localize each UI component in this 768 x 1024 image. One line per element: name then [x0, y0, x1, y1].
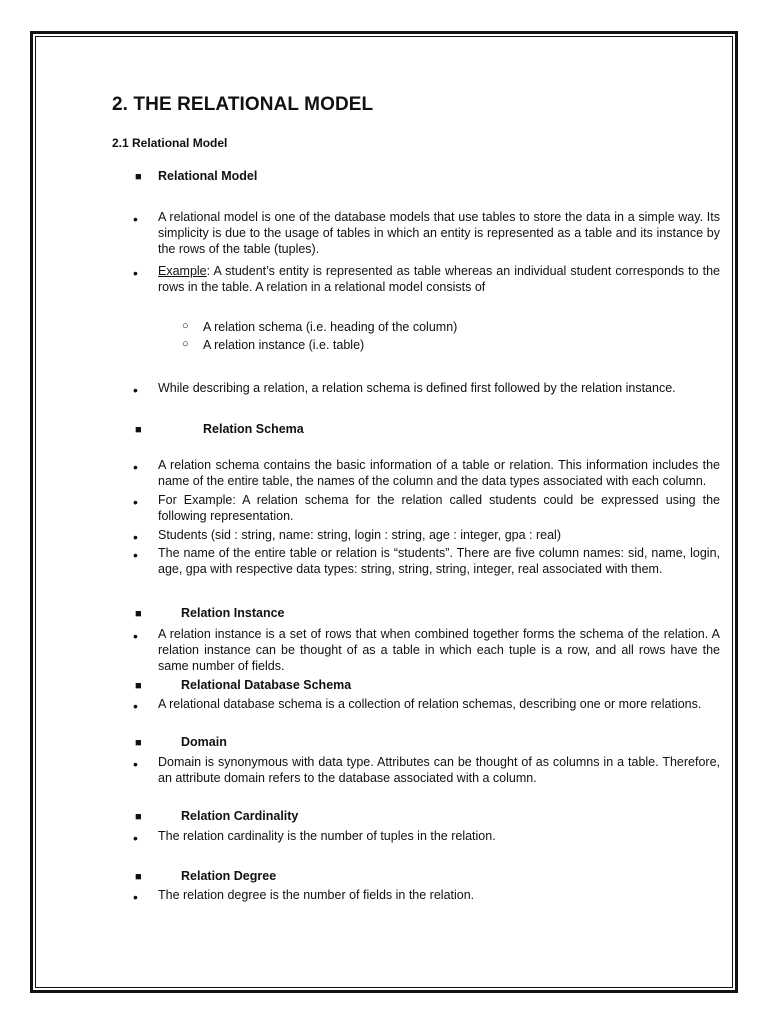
bullet-icon: •: [133, 547, 138, 563]
bullet-icon: •: [133, 830, 138, 846]
rm-sub-item-2: A relation instance (i.e. table): [203, 338, 365, 352]
rds-paragraph-1: A relational database schema is a collection of relation schemas, describing one or more relations.: [158, 697, 702, 711]
bullet-icon: •: [133, 211, 138, 227]
page-title: 2. THE RELATIONAL MODEL: [112, 94, 374, 115]
square-bullet-icon: ■: [135, 811, 142, 823]
square-bullet-icon: ■: [135, 871, 142, 883]
rd-paragraph-1: The relation degree is the number of fields in the relation.: [158, 888, 475, 902]
circle-bullet-icon: ○: [182, 320, 189, 332]
section-heading: 2.1 Relational Model: [112, 136, 228, 150]
circle-bullet-icon: ○: [182, 338, 189, 350]
rs-paragraph-2: For Example: A relation schema for the relation called students could be expressed using the following representation.: [158, 493, 720, 523]
ri-paragraph-1: A relation instance is a set of rows that when combined together forms the schema of the relation. A relation instance can be thought of as a table in which each tuple is a row, and all rows have the same number of fields.: [158, 627, 720, 673]
square-bullet-icon: ■: [135, 737, 142, 749]
bullet-icon: •: [133, 265, 138, 281]
rc-paragraph-1: The relation cardinality is the number of tuples in the relation.: [158, 829, 496, 843]
domain-paragraph-1: Domain is synonymous with data type. Attributes can be thought of as columns in a table. Therefore, an attribute domain refers to the database associated with a column.: [158, 755, 720, 785]
rm-sub-item-1: A relation schema (i.e. heading of the column): [203, 320, 458, 334]
rm-paragraph-3: While describing a relation, a relation schema is defined first followed by the relation instance.: [158, 381, 676, 395]
rm-example-paragraph: [158, 263, 720, 295]
heading-relation-degree: Relation Degree: [181, 869, 277, 883]
square-bullet-icon: ■: [135, 424, 142, 436]
bullet-icon: •: [133, 756, 138, 772]
example-label: Example: [158, 264, 207, 278]
heading-domain: Domain: [181, 735, 227, 749]
heading-relational-db-schema: Relational Database Schema: [181, 678, 352, 692]
bullet-icon: •: [133, 459, 138, 475]
bullet-icon: •: [133, 889, 138, 905]
square-bullet-icon: ■: [135, 171, 142, 183]
bullet-icon: •: [133, 628, 138, 644]
heading-relational-model: Relational Model: [158, 169, 258, 183]
heading-relation-schema: Relation Schema: [203, 422, 304, 436]
example-text: : A student’s entity is represented as table whereas an individual student corresponds to the rows in the table. A relation in a relational model consists of: [158, 264, 720, 294]
bullet-icon: •: [133, 494, 138, 510]
heading-relation-instance: Relation Instance: [181, 606, 285, 620]
bullet-icon: •: [133, 529, 138, 545]
heading-relation-cardinality: Relation Cardinality: [181, 809, 299, 823]
rs-paragraph-1: A relation schema contains the basic information of a table or relation. This information includes the name of the entire table, the names of the column and the data types associated with each column.: [158, 458, 720, 488]
bullet-icon: •: [133, 382, 138, 398]
rm-paragraph-1: A relational model is one of the database models that use tables to store the data in a simple way. Its simplicity is due to the usage of tables in which an entity is represented as a table and its instance by the rows of the table (tuples).: [158, 210, 720, 256]
square-bullet-icon: ■: [135, 680, 142, 692]
square-bullet-icon: ■: [135, 608, 142, 620]
rs-paragraph-3: Students (sid : string, name: string, login : string, age : integer, gpa : real): [158, 528, 561, 542]
rs-paragraph-4: The name of the entire table or relation is “students”. There are five column names: sid, name, login, age, gpa with respective data types: string, string, string, integer, real associated with them.: [158, 546, 720, 576]
bullet-icon: •: [133, 698, 138, 714]
